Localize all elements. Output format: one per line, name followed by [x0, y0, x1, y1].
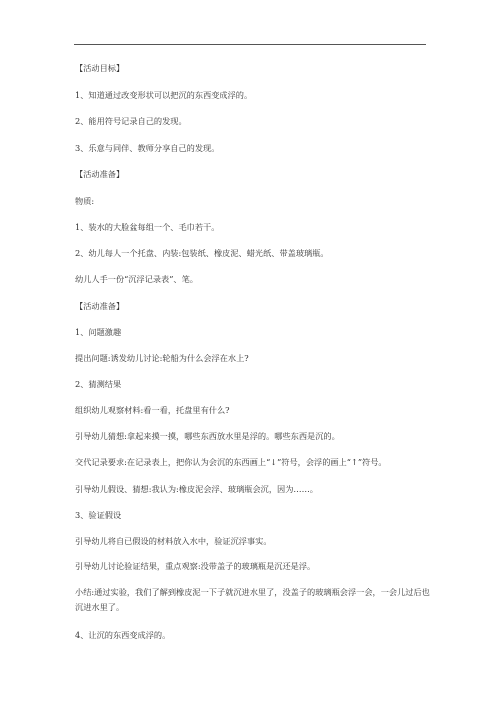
step-heading-3: 3、验证假设 [75, 510, 122, 520]
step-heading-4: 4、让沉的东西变成浮的。 [75, 630, 171, 640]
section-heading-preparation: 【活动准备】 [75, 169, 125, 179]
header-rule [74, 44, 426, 45]
section-heading-goals: 【活动目标】 [75, 63, 125, 73]
step-2-text-2: 引导幼儿猜想:拿起来摸一摸，哪些东西放水里是浮的。哪些东西是沉的。 [75, 431, 340, 441]
goal-item-3: 3、乐意与同伴、教师分享自己的发现。 [75, 143, 220, 153]
step-3-text-1: 引导幼儿将自已假设的材料放入水中，验证沉浮事实。 [75, 536, 272, 546]
materials-item-2: 2、幼儿每人一个托盘、内装:包装纸、橡皮泥、蜡光纸、带盖玻璃瓶。 [75, 248, 329, 258]
section-heading-process: 【活动准备】 [75, 301, 125, 311]
step-2-text-1: 组织幼儿观察材料:看一看，托盘里有什么? [75, 405, 230, 415]
step-1-text: 提出问题:诱发幼儿讨论:轮船为什么会浮在水上? [75, 353, 249, 363]
materials-item-3: 幼儿人手一份“沉浮记录表”、笔。 [75, 274, 198, 284]
step-heading-2: 2、猜测结果 [75, 379, 122, 389]
step-2-text-4: 引导幼儿假设、猜想:我认为:橡皮泥会浮、玻璃瓶会沉，因为……。 [75, 484, 318, 494]
step-3-summary: 小结:通过实验，我们了解到橡皮泥一下子就沉进水里了，没盖子的玻璃瓶会浮一会，一会儿过后也沉进水里了。 [75, 587, 430, 612]
materials-label: 物质: [75, 196, 95, 206]
materials-item-1: 1、装水的大脸盆每组一个、毛巾若干。 [75, 222, 220, 232]
step-heading-1: 1、问题激趣 [75, 327, 122, 337]
goal-item-1: 1、知道通过改变形状可以把沉的东西变成浮的。 [75, 90, 253, 100]
step-3-text-2: 引导幼儿讨论验证结果，重点观察:没带盖子的玻璃瓶是沉还是浮。 [75, 561, 316, 571]
step-2-text-3: 交代记录要求:在记录表上，把你认为会沉的东西画上“↓”符号，会浮的画上“↑”符号。 [75, 457, 387, 467]
goal-item-2: 2、能用符号记录自己的发现。 [75, 116, 187, 126]
